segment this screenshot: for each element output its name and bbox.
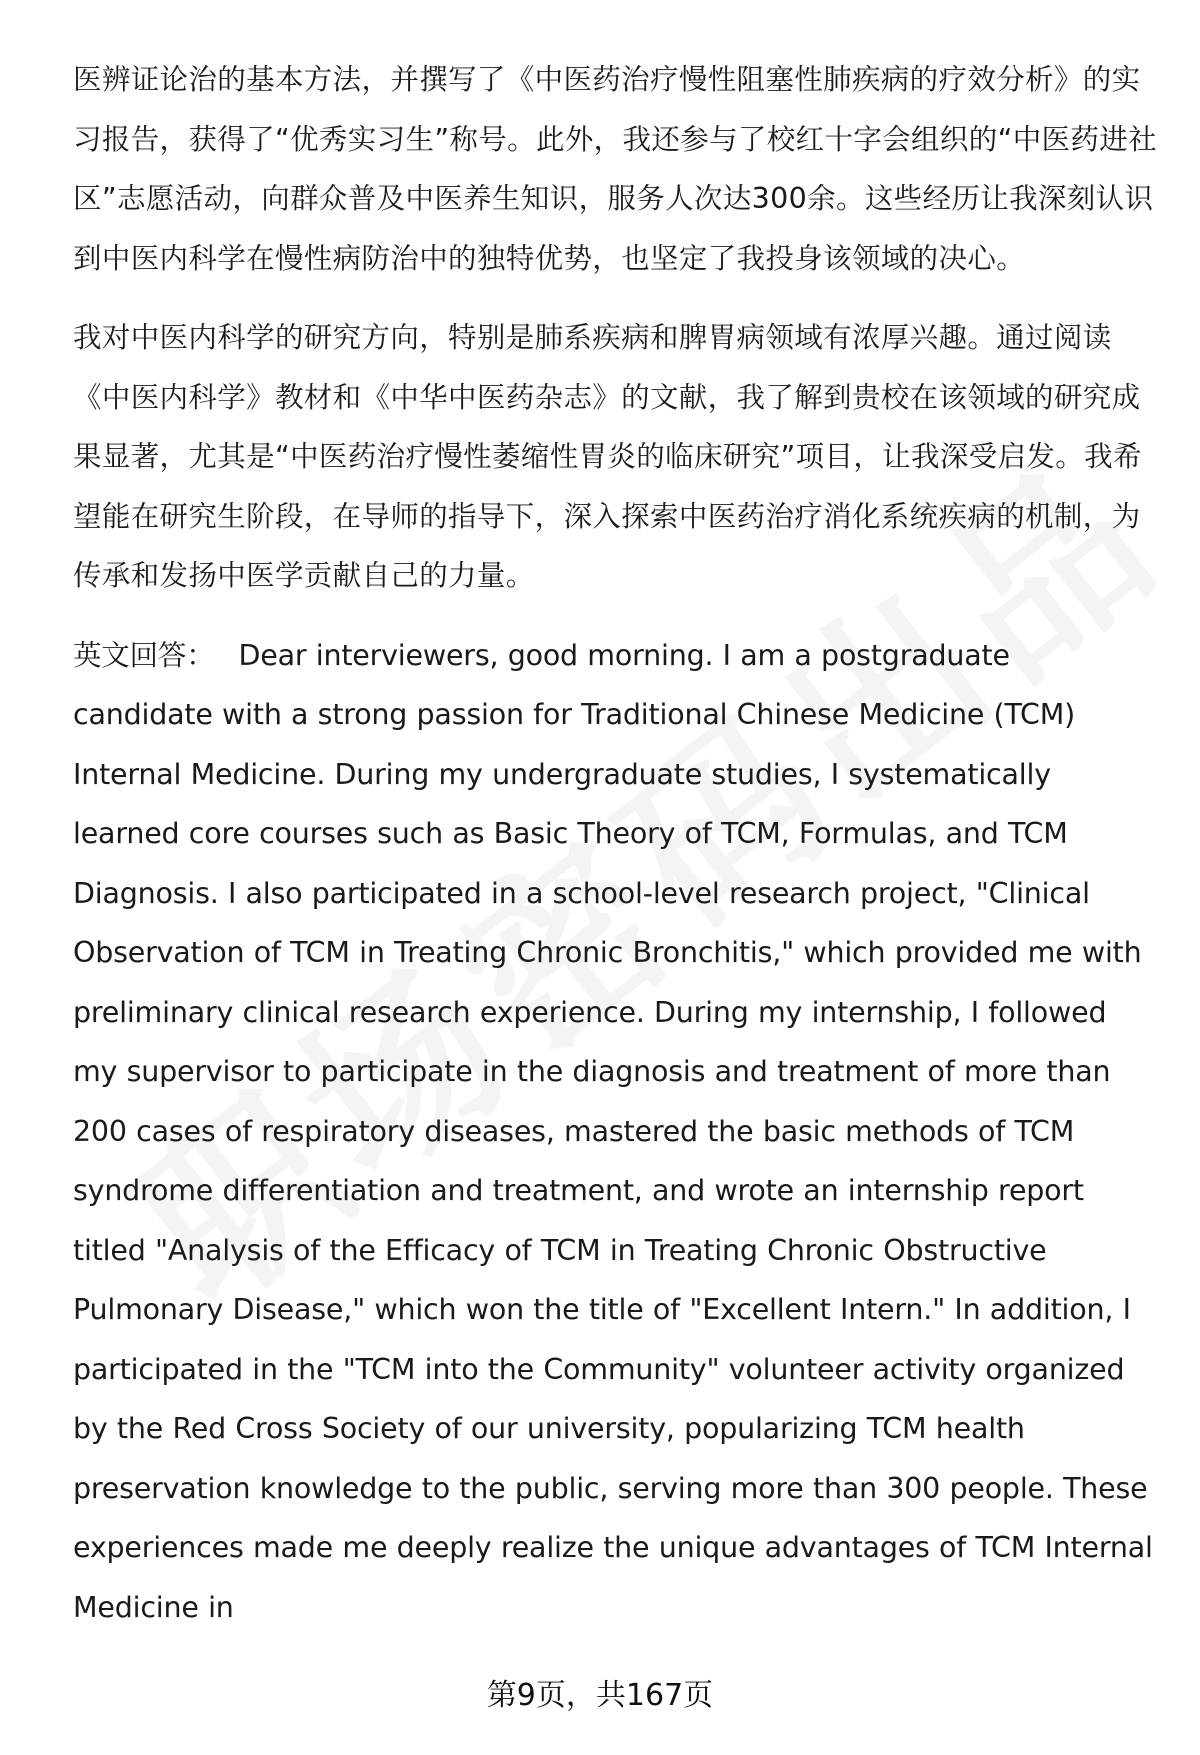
document-body [73,50,1158,1637]
paragraph-research-interest: 我对中医内科学的研究方向，特别是肺系疾病和脾胃病领域有浓厚兴趣。通过阅读《中医内科学》教材和《中华中医药杂志》的文献，我了解到贵校在该领域的研究成果显著，尤其是“中医药治疗慢性萎缩性胃炎的临床研究”项目，让我深受启发。我希望能在研究生阶段，在导师的指导下，深入探索中医药治疗消化系统疾病的机制，为传承和发扬中医学贡献自己的力量。 [73,321,1142,592]
page-number: 第9页，共167页 [486,1678,714,1713]
english-answer-label: 英文回答： [73,638,215,672]
paragraph-internship: 医辨证论治的基本方法，并撰写了《中医药治疗慢性阻塞性肺疾病的疗效分析》的实习报告，获得了“优秀实习生”称号。此外，我还参与了校红十字会组织的“中医药进社区”志愿活动，向群众普及中医养生知识，服务人次达300余。这些经历让我深刻认识到中医内科学在慢性病防治中的独特优势，也坚定了我投身该领域的决心。 [73,63,1157,275]
english-answer-text: Dear interviewers, good morning. I am a postgraduate candidate with a strong passion for Traditional Chinese Medicine (TCM) Internal Medicine. During my undergraduate studies, I systematically learned core courses such as Basic Theory of TCM, Formulas, and TCM Diagnosis. I also participated in a school-level research project, "Clinical Observation of TCM in Treating Chronic Bronchitis," which provided me with preliminary clinical research experience. During my internship, I followed my supervisor to participate in the diagnosis and treatment of more than 200 cases of respiratory diseases, mastered the basic methods of TCM syndrome differentiation and treatment, and wrote an internship report titled "Analysis of the Efficacy of TCM in Treating Chronic Obstructive Pulmonary Disease," which won the title of "Excellent Intern." In addition, I participated in the "TCM into the Community" volunteer activity organized by the Red Cross Society of our university, popularizing TCM health preservation knowledge to the public, serving more than 300 people. These experiences made me deeply realize the unique advantages of TCM Internal Medicine in [73,638,1153,1624]
paragraph-english-answer [73,626,1158,1638]
